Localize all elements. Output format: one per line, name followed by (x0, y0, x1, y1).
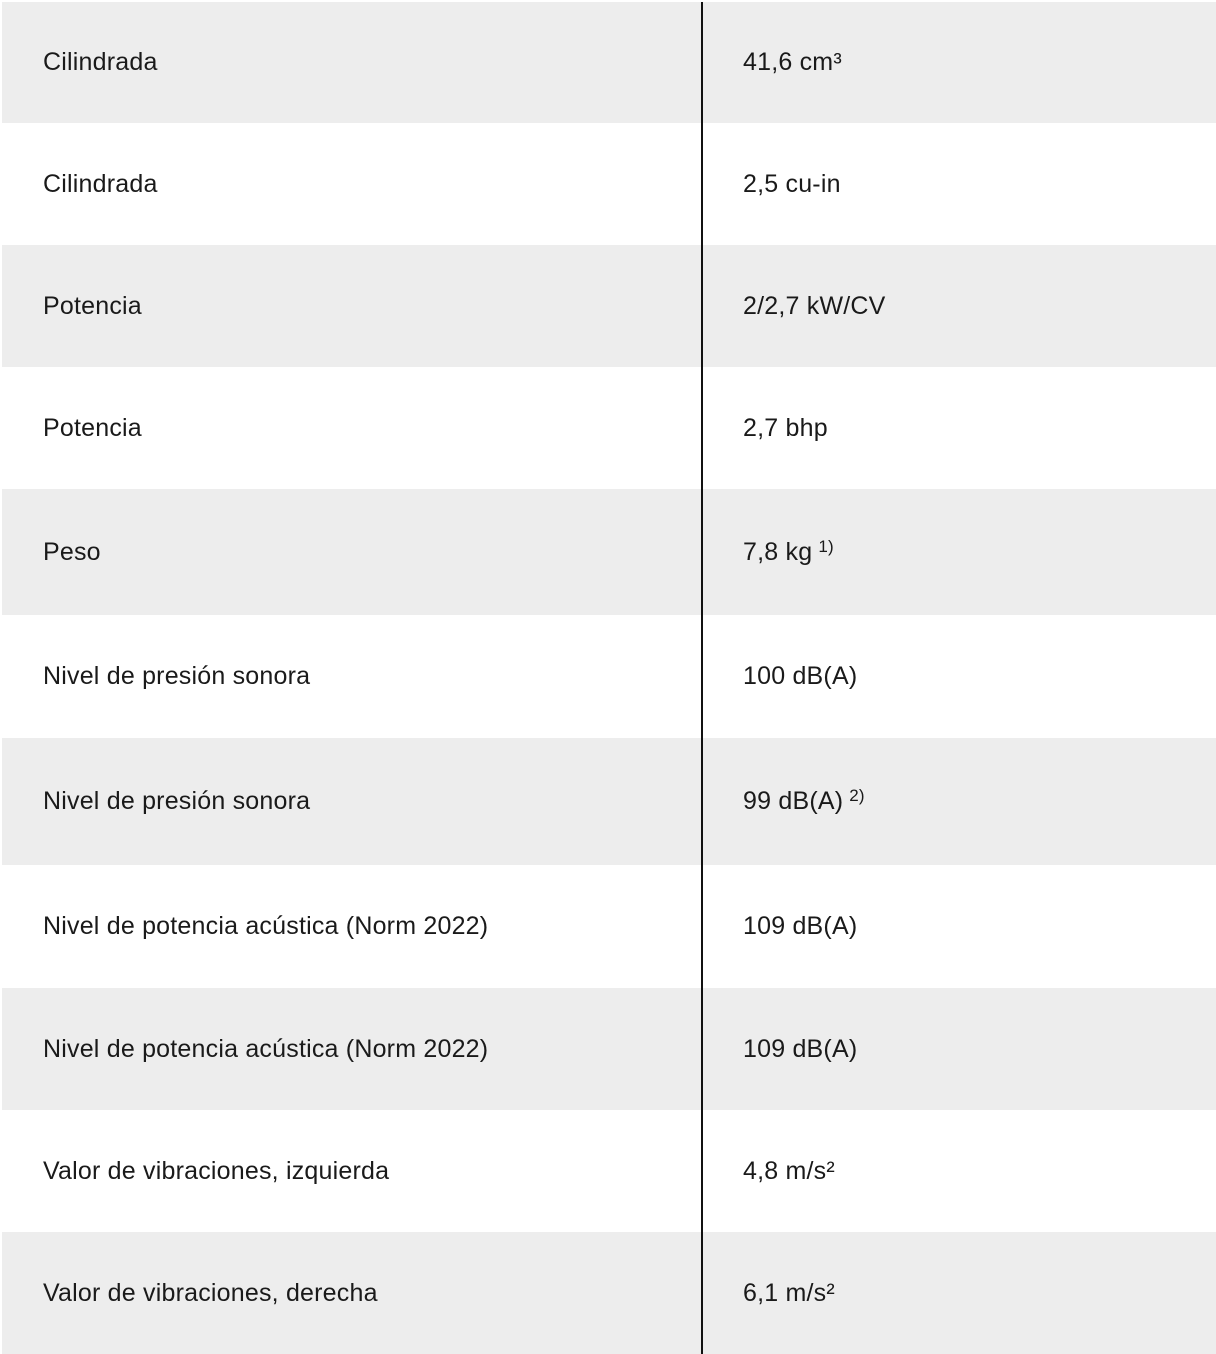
footnote-marker: 2) (849, 786, 865, 805)
spec-label: Cilindrada (43, 48, 158, 76)
spec-value: 2/2,7 kW/CV (743, 291, 886, 320)
spec-value: 7,8 kg $^{1)}$ (743, 536, 834, 566)
table-row (2, 489, 1216, 615)
spec-label: Peso (43, 537, 101, 566)
spec-label: Cilindrada (43, 169, 158, 198)
spec-value: 109 dB(A) (743, 1034, 858, 1063)
spec-value: 109 dB(A) (743, 912, 858, 940)
table-row (2, 865, 1216, 988)
spec-value: 41,6 cm³ (743, 48, 842, 76)
spec-label: Nivel de potencia acústica (Norm 2022) (43, 1034, 489, 1063)
spec-value: 4,8 m/s² (743, 1156, 835, 1185)
spec-label: Nivel de potencia acústica (Norm 2022) (43, 912, 489, 940)
spec-label: Nivel de presión sonora (43, 787, 311, 815)
spec-label: Valor de vibraciones, izquierda (43, 1156, 390, 1185)
spec-value: 2,7 bhp (743, 413, 828, 442)
table-row (2, 738, 1216, 865)
table-row (2, 615, 1216, 738)
spec-value: 6,1 m/s² (743, 1278, 835, 1307)
spec-table (2, 2, 1216, 1354)
table-row (2, 123, 1216, 245)
table-row (2, 367, 1216, 489)
spec-label: Valor de vibraciones, derecha (43, 1278, 378, 1307)
spec-value: 2,5 cu-in (743, 169, 841, 198)
column-divider (701, 2, 703, 1354)
spec-label: Potencia (43, 291, 142, 320)
spec-value: 99 dB(A) $^{2)}$ (743, 786, 865, 815)
spec-label: Nivel de presión sonora (43, 662, 311, 690)
table-row (2, 245, 1216, 367)
table-row (2, 2, 1216, 123)
spec-value: 100 dB(A) (743, 662, 858, 690)
table-row (2, 1232, 1216, 1354)
spec-label: Potencia (43, 413, 142, 442)
footnote-marker: 1) (818, 536, 834, 556)
table-row (2, 988, 1216, 1110)
table-row (2, 1110, 1216, 1232)
